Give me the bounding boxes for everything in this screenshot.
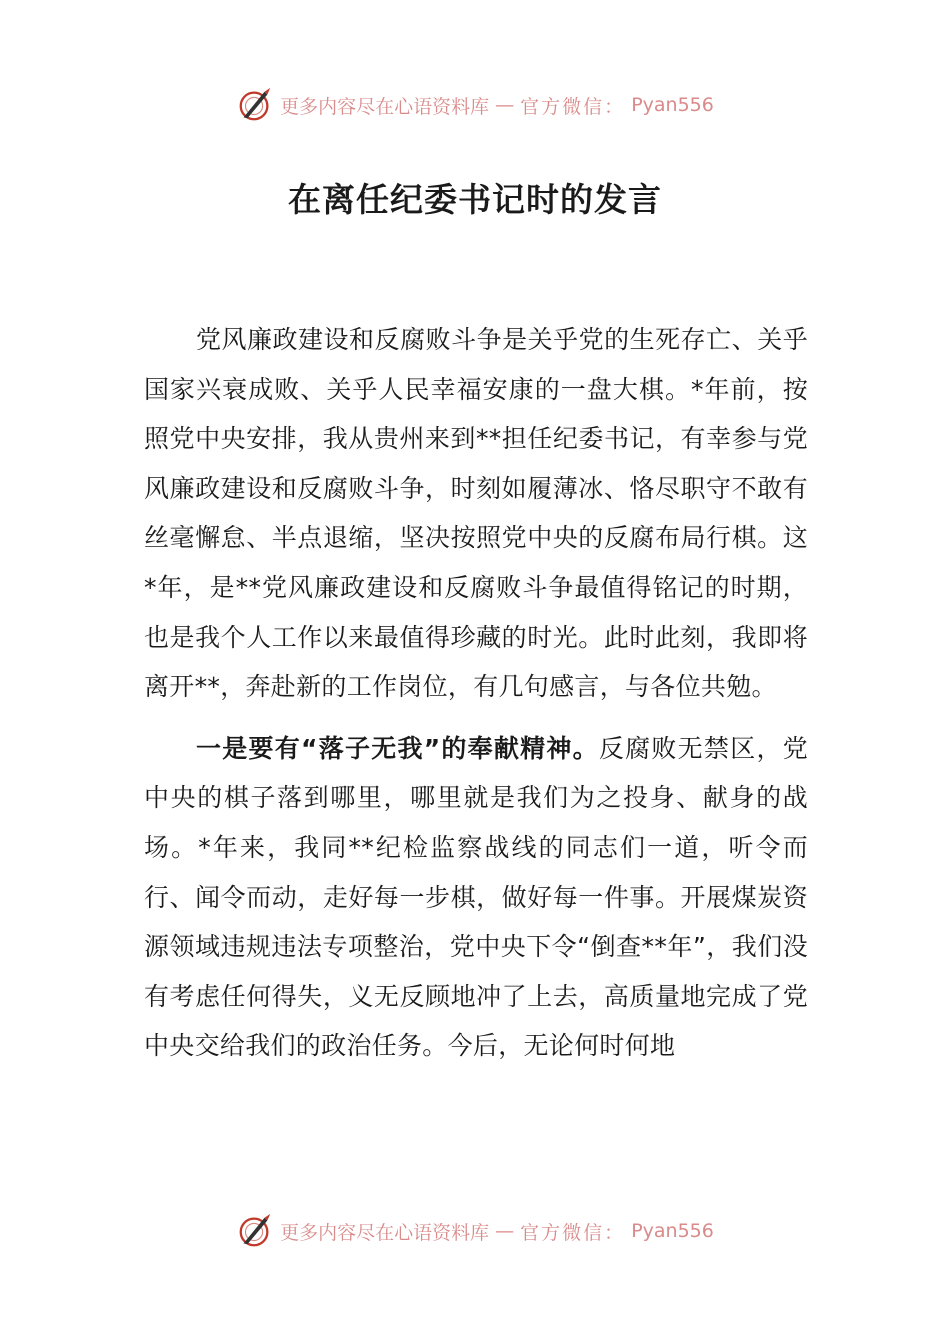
paragraph	[144, 724, 808, 1071]
footer-watermark	[0, 1211, 950, 1251]
watermark-wechat-id: Pyan556	[631, 1220, 714, 1242]
watermark-official: 官方微信：	[520, 1221, 626, 1244]
paragraph-lead: 一是要有“落子无我”的奉献精神。	[196, 733, 599, 763]
paragraph-text: 党风廉政建设和反腐败斗争是关乎党的生死存亡、关乎国家兴衰成败、关乎人民幸福安康的一盘大棋。*年前，按照党中央安排，我从贵州来到**担任纪委书记，有幸参与党风廉政建设和反腐败斗争，时刻如履薄冰、恪尽职守不敢有丝毫懈怠、半点退缩，坚决按照党中央的反腐布局行棋。这*年，是**党风廉政建设和反腐败斗争最值得铭记的时期，也是我个人工作以来最值得珍藏的时光。此时此刻，我即将离开**，奔赴新的工作岗位，有几句感言，与各位共勉。	[144, 325, 808, 702]
watermark-dash: —	[495, 1220, 515, 1242]
watermark-brand: 更多内容尽在心语资料库	[280, 95, 490, 118]
document-title: 在离任纪委书记时的发言	[288, 180, 662, 219]
watermark-brand: 更多内容尽在心语资料库	[280, 1221, 490, 1244]
paragraph	[144, 315, 808, 712]
quill-circle-logo-icon	[236, 1212, 274, 1250]
document-body	[144, 315, 808, 1083]
quill-circle-logo-icon	[236, 86, 274, 124]
paragraph-text: 反腐败无禁区，党中央的棋子落到哪里，哪里就是我们为之投身、献身的战场。*年来，我同**纪检监察战线的同志们一道，听令而行、闻令而动，走好每一步棋，做好每一件事。开展煤炭资源领域违规违法专项整治，党中央下令“倒查**年”，我们没有考虑任何得失，义无反顾地冲了上去，高质量地完成了党中央交给我们的政治任务。今后，无论何时何地	[144, 733, 808, 1061]
watermark-dash: —	[495, 94, 515, 116]
watermark-official: 官方微信：	[520, 95, 626, 118]
header-watermark	[0, 85, 950, 125]
watermark-wechat-id: Pyan556	[631, 94, 714, 116]
